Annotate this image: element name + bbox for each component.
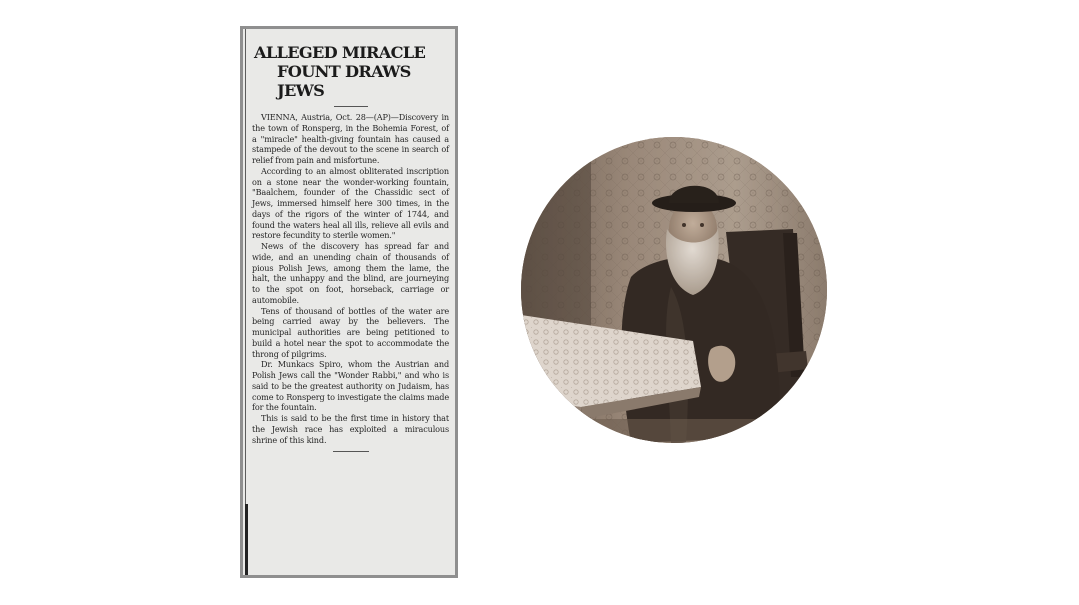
- article-paragraph: News of the discovery has spread far and wide, and an unending chain of thousands of pious Polish Jews, among them the lame, the halt, the unhappy and the blind, are journeying to the spot on foot, horseback, carriage or automobile.: [252, 241, 449, 305]
- portrait-illustration: [521, 137, 827, 443]
- clipping-content: [252, 43, 449, 571]
- headline-line-2: FOUNT DRAWS JEWS: [277, 62, 411, 100]
- article-headline: [252, 43, 449, 100]
- sepia-wash: [521, 137, 827, 443]
- headline-line-1: ALLEGED MIRACLE: [254, 43, 426, 62]
- column-rule-dark: [245, 504, 248, 575]
- article-body: [252, 112, 449, 445]
- end-divider: [333, 451, 369, 452]
- article-paragraph: According to an almost obliterated inscription on a stone near the wonder-working fountain, "Baalchem, founder of the Chassidic sect of Jews, immersed himself here 300 times, in the days of the rigors of the winter of 1744, and found the waters heal all ills, relieve all evils and restore fecundity to sterile women.": [252, 165, 449, 241]
- article-paragraph: This is said to be the first time in history that the Jewish race has exploited a miraculous shrine of this kind.: [252, 413, 449, 445]
- article-paragraph: Tens of thousand of bottles of the water are being carried away by the believers. The municipal authorities are being petitioned to build a hotel near the spot to accommodate the throng of pilgrims.: [252, 305, 449, 359]
- portrait-photo: [521, 137, 827, 443]
- headline-divider: [334, 106, 368, 107]
- newspaper-clipping: [240, 26, 458, 578]
- article-paragraph: Dr. Munkacs Spiro, whom the Austrian and Polish Jews call the "Wonder Rabbi," and who is said to be the greatest authority on Judaism, has come to Ronsperg to investigate the claims made for the fountain.: [252, 359, 449, 413]
- column-rule: [245, 29, 246, 575]
- article-paragraph: VIENNA, Austria, Oct. 28—(AP)—Discovery in the town of Ronsperg, in the Bohemia Forest, of a "miracle" health-giving fountain has caused a stampede of the devout to the scene in search of relief from pain and misfortune.: [252, 112, 449, 165]
